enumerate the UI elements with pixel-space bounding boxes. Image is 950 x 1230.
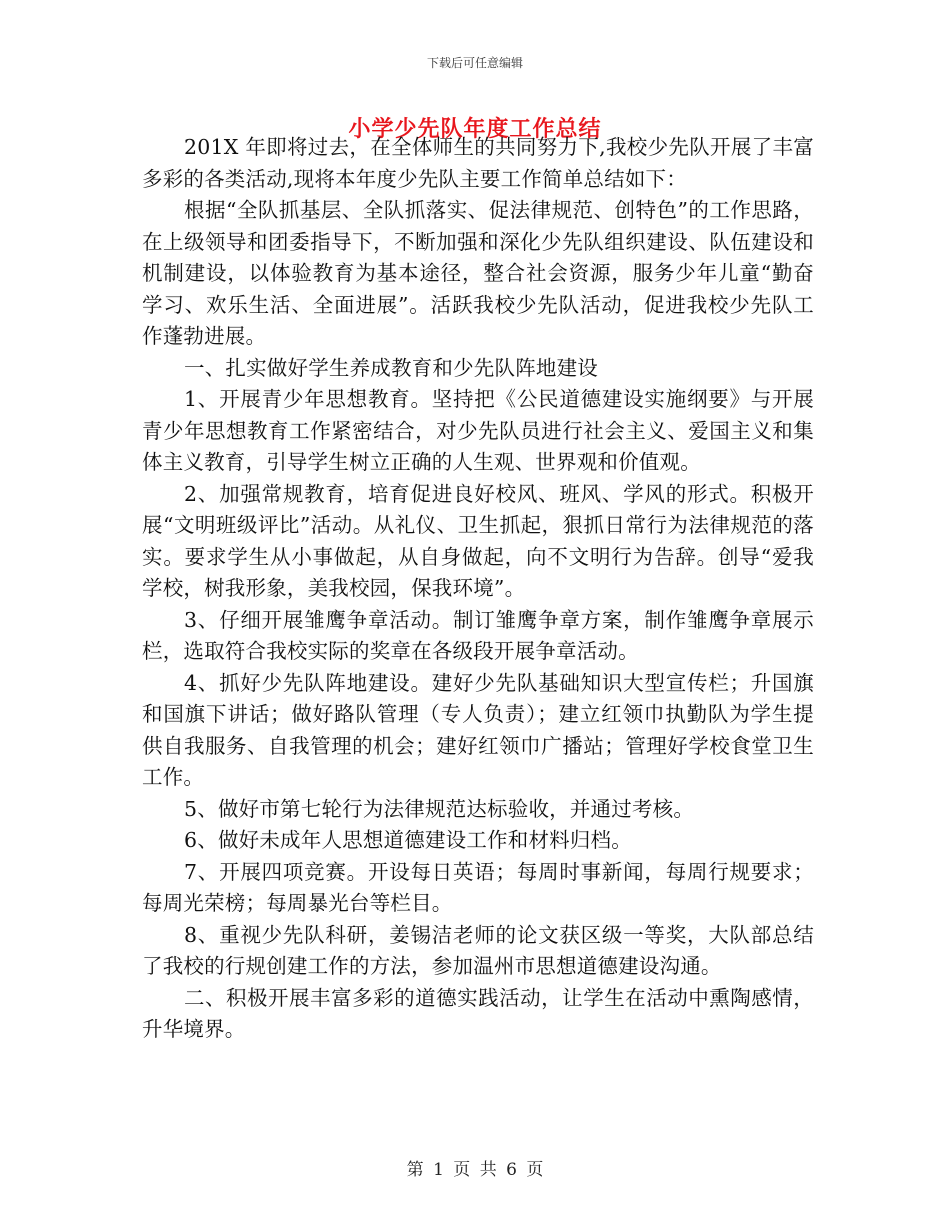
document-body (142, 132, 814, 1046)
section-heading: 二、积极开展丰富多彩的道德实践活动，让学生在活动中熏陶感情，升华境界。 (142, 985, 814, 1041)
paragraph: 4、抓好少先队阵地建设。建好少先队基础知识大型宣传栏；升国旗和国旗下讲话；做好路队管理（专人负责）；建立红领巾执勤队为学生提供自我服务、自我管理的机会；建好红领巾广播站；管理好学校食堂卫生工作。 (142, 670, 814, 789)
paragraph: 8、重视少先队科研，姜锡洁老师的论文获区级一等奖，大队部总结了我校的行规创建工作的方法，参加温州市思想道德建设沟通。 (142, 922, 814, 978)
paragraph: 2、加强常规教育，培育促进良好校风、班风、学风的形式。积极开展“文明班级评比”活动。从礼仪、卫生抓起，狠抓日常行为法律规范的落实。要求学生从小事做起，从自身做起，向不文明行为告辞。创导“爱我学校，树我形象，美我校园，保我环境”。 (142, 481, 814, 600)
section-heading: 一、扎实做好学生养成教育和少先队阵地建设 (184, 355, 598, 380)
document-title: 小学少先队年度工作总结 (348, 116, 602, 142)
paragraph: 7、开展四项竞赛。开设每日英语；每周时事新闻，每周行规要求；每周光荣榜；每周暴光台等栏目。 (142, 859, 814, 915)
paragraph: 1、开展青少年思想教育。坚持把《公民道德建设实施纲要》与开展青少年思想教育工作紧密结合，对少先队员进行社会主义、爱国主义和集体主义教育，引导学生树立正确的人生观、世界观和价值观。 (142, 387, 814, 474)
paragraph: 5、做好市第七轮行为法律规范达标验收，并通过考核。 (184, 796, 695, 821)
page-header: 下载后可任意编辑 (426, 56, 523, 70)
page-footer: 第 1 页 共 6 页 (406, 1160, 544, 1180)
paragraph: 根据“全队抓基层、全队抓落实、促法律规范、创特色”的工作思路，在上级领导和团委指导下，不断加强和深化少先队组织建设、队伍建设和机制建设，以体验教育为基本途径，整合社会资源，服务少年儿童“勤奋学习、欢乐生活、全面进展”。活跃我校少先队活动，促进我校少先队工作蓬勃进展。 (142, 198, 814, 348)
paragraph: 6、做好未成年人思想道德建设工作和材料归档。 (184, 828, 632, 852)
paragraph: 201X 年即将过去，在全体师生的共同努力下,我校少先队开展了丰富多彩的各类活动,现将本年度少先队主要工作简单总结如下： (142, 135, 814, 191)
paragraph: 3、仔细开展雏鹰争章活动。制订雏鹰争章方案，制作雏鹰争章展示栏，选取符合我校实际的奖章在各级段开展争章活动。 (142, 607, 814, 663)
